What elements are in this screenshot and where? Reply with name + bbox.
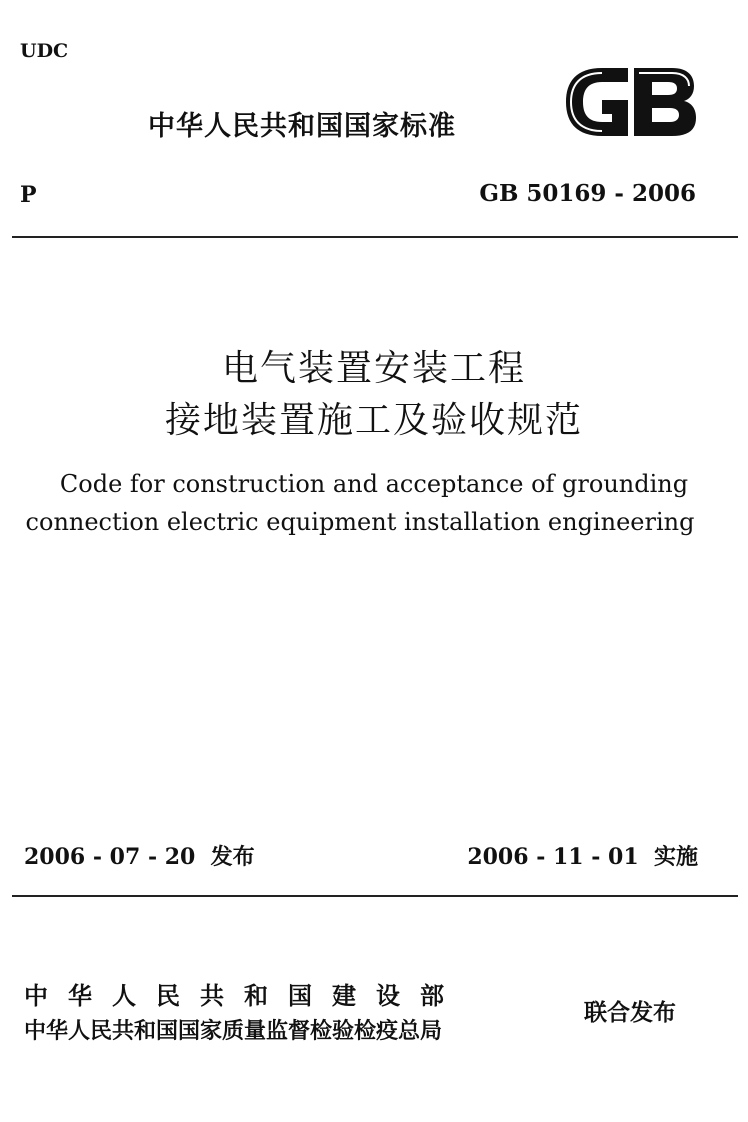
title-cn-line2: 接地装置施工及验收规范 xyxy=(164,400,583,441)
publisher-ministry: 中华人民共和国建设部 xyxy=(24,982,464,1010)
classification-code: P xyxy=(20,182,37,208)
top-divider xyxy=(12,236,738,238)
publisher-aqsiq: 中华人民共和国国家质量监督检验检疫总局 xyxy=(24,1019,443,1044)
title-cn-line1: 电气装置安装工程 xyxy=(221,348,526,389)
udc-label: UDC xyxy=(20,40,69,62)
standard-category: 中华人民共和国国家标准 xyxy=(148,111,456,142)
gb-logo-icon xyxy=(562,64,700,140)
title-en-line2: connection electric equipment installation engineering xyxy=(25,508,695,536)
implementation-date: 2006 - 11 - 01 实施 xyxy=(467,844,698,870)
bottom-divider xyxy=(12,895,738,897)
standard-number: GB 50169 - 2006 xyxy=(479,180,696,207)
issue-date: 2006 - 07 - 20 发布 xyxy=(24,844,255,870)
joint-issue-label: 联合发布 xyxy=(584,1000,676,1026)
title-en-line1: Code for construction and acceptance of grounding xyxy=(59,470,689,498)
